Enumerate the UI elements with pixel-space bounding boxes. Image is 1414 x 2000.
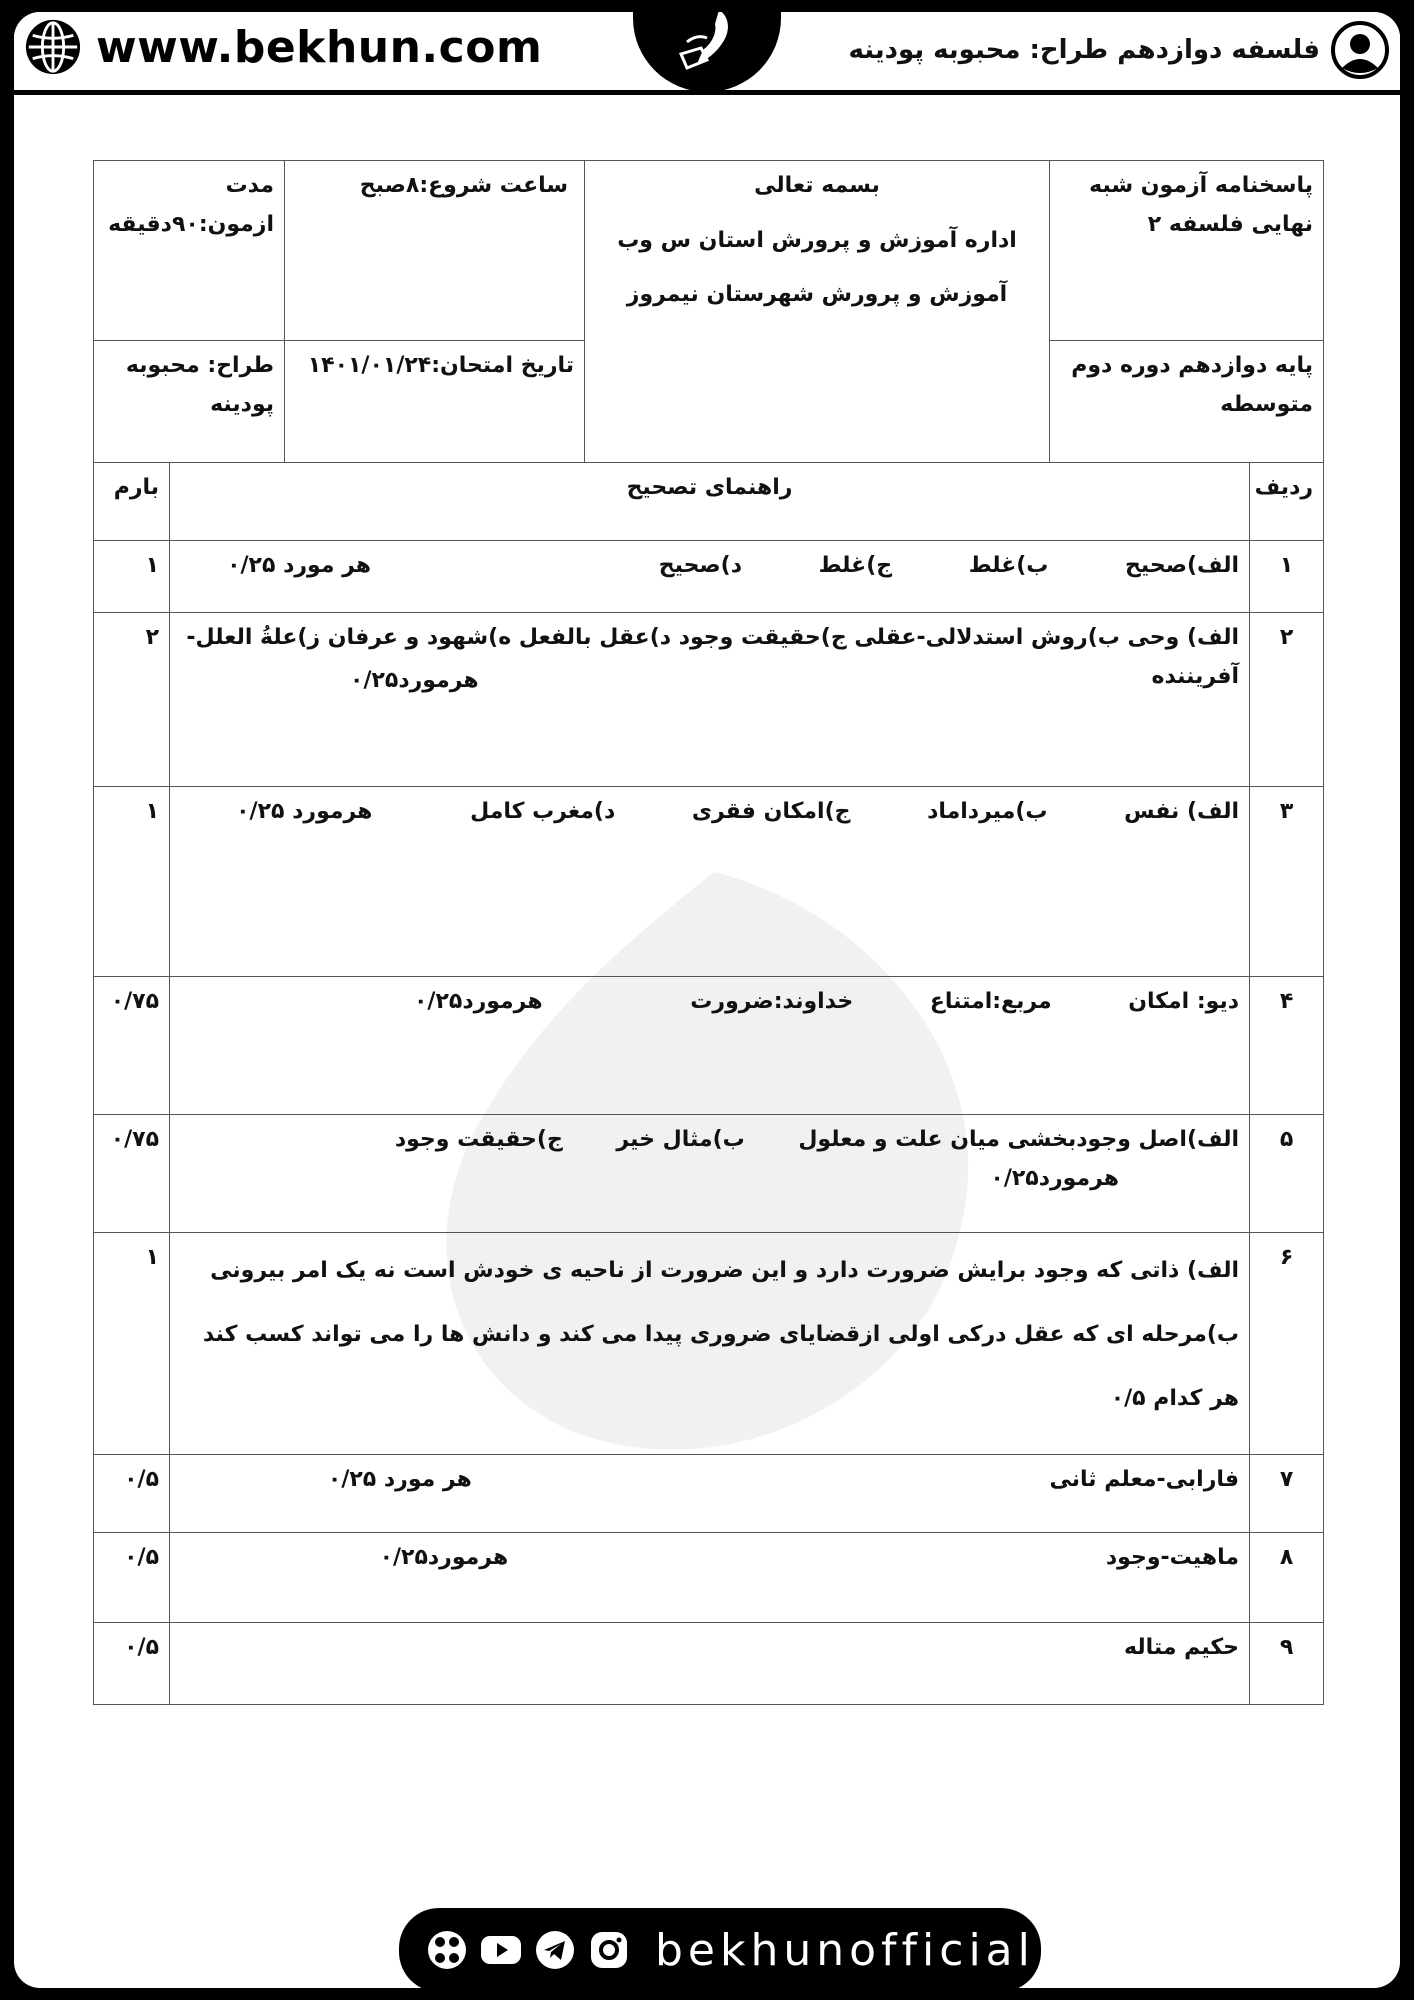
column-header-row bbox=[94, 463, 1324, 541]
score-cell: ۱ bbox=[94, 541, 170, 613]
score-cell: ۲ bbox=[94, 613, 170, 787]
basmala-text: بسمه تعالی bbox=[754, 173, 880, 198]
col-header-row: ردیف bbox=[1250, 463, 1324, 541]
answer-note: هرمورد۰/۲۵ bbox=[413, 989, 543, 1014]
designer-name: طراح: محبوبه پودینه bbox=[94, 341, 285, 463]
score-cell: ۰/۵ bbox=[94, 1623, 170, 1705]
answer-table bbox=[93, 160, 1324, 1705]
row-number: ۹ bbox=[1250, 1623, 1324, 1705]
globe-icon bbox=[24, 18, 82, 76]
table-row bbox=[94, 1115, 1324, 1233]
province-office: اداره آموزش و پرورش استان س وب bbox=[617, 227, 1017, 253]
row-number: ۸ bbox=[1250, 1533, 1324, 1623]
answer-cell bbox=[170, 1455, 1250, 1533]
answer-text: الف)صحیح ب)غلط ج)غلط د)صحیح bbox=[658, 553, 1240, 578]
col-header-score: بارم bbox=[94, 463, 170, 541]
table-row bbox=[94, 541, 1324, 613]
answer-text: ماهیت-وجود bbox=[1105, 1545, 1240, 1570]
answer-note: هرمورد۰/۲۵ bbox=[350, 668, 479, 693]
score-cell: ۰/۷۵ bbox=[94, 977, 170, 1115]
col-header-guide: راهنمای تصحیح bbox=[170, 463, 1250, 541]
table-row bbox=[94, 787, 1324, 977]
website-url: www.bekhun.com bbox=[96, 21, 543, 73]
youtube-icon[interactable] bbox=[479, 1928, 523, 1972]
table-row bbox=[94, 1623, 1324, 1705]
telegram-icon[interactable] bbox=[533, 1928, 577, 1972]
answer-cell bbox=[170, 1533, 1250, 1623]
answer-note: هرمورد ۰/۲۵ bbox=[236, 799, 373, 824]
answer-cell bbox=[170, 1115, 1250, 1233]
table-row bbox=[94, 1455, 1324, 1533]
answer-cell bbox=[170, 541, 1250, 613]
city-office: آموزش و پرورش شهرستان نیمروز bbox=[626, 282, 1008, 307]
row-number: ۷ bbox=[1250, 1455, 1324, 1533]
answer-text: الف) نفس ب)میرداماد ج)امکان فقری د)مغرب کامل bbox=[470, 799, 1240, 824]
answer-sheet bbox=[93, 160, 1323, 1705]
score-cell: ۰/۷۵ bbox=[94, 1115, 170, 1233]
exam-duration: مدت ازمون:۹۰دقیقه bbox=[94, 161, 285, 341]
answer-note: هر مورد ۰/۲۵ bbox=[227, 553, 372, 578]
answer-cell bbox=[170, 977, 1250, 1115]
answer-note: هرمورد۰/۲۵ bbox=[990, 1165, 1120, 1191]
table-row bbox=[94, 1533, 1324, 1623]
brand-logo bbox=[633, 12, 781, 92]
row-number: ۲ bbox=[1250, 613, 1324, 787]
answer-text: الف)اصل وجودبخشی میان علت و معلول ب)مثال خیر ج)حقیقت وجود bbox=[394, 1127, 1240, 1152]
header-title-group bbox=[849, 20, 1390, 80]
exam-title: پاسخنامه آزمون شبه نهایی فلسفه ۲ bbox=[1050, 161, 1324, 341]
answer-note: هر مورد ۰/۲۵ bbox=[327, 1467, 472, 1492]
answer-line: ب)مرحله ای که عقل درکی اولی ازقضایای ضروری پیدا می کند و دانش ها را می تواند کسب کند bbox=[202, 1321, 1240, 1347]
table-row bbox=[94, 977, 1324, 1115]
table-row bbox=[94, 613, 1324, 787]
score-cell: ۱ bbox=[94, 787, 170, 977]
score-cell: ۰/۵ bbox=[94, 1455, 170, 1533]
answer-cell bbox=[170, 787, 1250, 977]
bekhun-logo-icon bbox=[667, 12, 747, 82]
answer-cell bbox=[170, 1233, 1250, 1455]
exam-header-center bbox=[585, 161, 1050, 463]
answer-text: حکیم متاله bbox=[1124, 1635, 1240, 1660]
header-title: فلسفه دوازدهم طراح: محبوبه پودینه bbox=[848, 35, 1320, 65]
grade-level: پایه دوازدهم دوره دوم متوسطه bbox=[1050, 341, 1324, 463]
score-cell: ۰/۵ bbox=[94, 1533, 170, 1623]
answer-note: هر کدام ۰/۵ bbox=[1110, 1385, 1240, 1411]
answer-cell bbox=[170, 613, 1250, 787]
header-bar bbox=[14, 12, 1400, 95]
row-number: ۳ bbox=[1250, 787, 1324, 977]
answer-text: فارابی-معلم ثانی bbox=[1049, 1467, 1240, 1492]
answer-note: هرمورد۰/۲۵ bbox=[379, 1545, 509, 1570]
row-number: ۵ bbox=[1250, 1115, 1324, 1233]
website-link[interactable] bbox=[24, 18, 542, 76]
social-footer bbox=[399, 1908, 1041, 1988]
start-time: ساعت شروع:۸صبح bbox=[285, 161, 585, 341]
row-number: ۶ bbox=[1250, 1233, 1324, 1455]
answer-text: دیو: امکان مربع:امتناع خداوند:ضرورت bbox=[690, 989, 1240, 1014]
answer-cell bbox=[170, 1623, 1250, 1705]
answer-line: الف) ذاتی که وجود برایش ضرورت دارد و این ضرورت از ناحیه ی خودش است نه یک امر بیرونی bbox=[210, 1258, 1240, 1283]
score-cell: ۱ bbox=[94, 1233, 170, 1455]
row-number: ۴ bbox=[1250, 977, 1324, 1115]
social-handle[interactable]: bekhunofficial bbox=[655, 1924, 1035, 1976]
aparat-icon[interactable] bbox=[425, 1928, 469, 1972]
info-row-top bbox=[94, 161, 1324, 341]
exam-date: تاریخ امتحان:۱۴۰۱/۰۱/۲۴ bbox=[285, 341, 585, 463]
user-icon bbox=[1330, 20, 1390, 80]
page bbox=[14, 12, 1400, 1988]
instagram-icon[interactable] bbox=[587, 1928, 631, 1972]
table-row bbox=[94, 1233, 1324, 1455]
answer-text: الف) وحی ب)روش استدلالی-عقلی ج)حقیقت وجود د)عقل بالفعل ه)شهود و عرفان ز)علةُ العلل-آفریننده bbox=[186, 625, 1240, 689]
row-number: ۱ bbox=[1250, 541, 1324, 613]
